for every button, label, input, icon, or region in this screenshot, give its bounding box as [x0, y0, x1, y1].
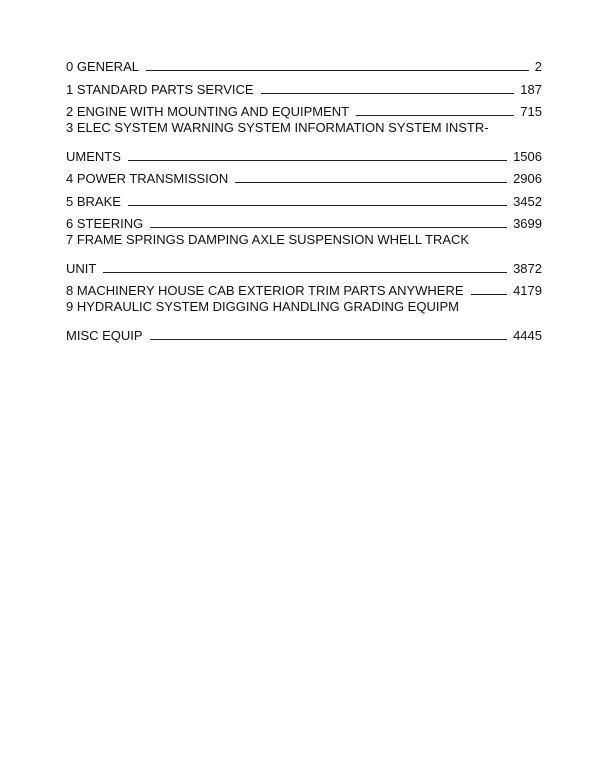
dot-leader [150, 339, 508, 340]
toc-entry-title: 5 BRAKE [66, 193, 121, 209]
dot-leader [146, 70, 529, 71]
dot-leader [471, 294, 508, 295]
toc-entry-title: 6 STEERING [66, 216, 144, 232]
toc-entry-page: 3452 [513, 193, 542, 209]
toc-entry-standard-parts-service[interactable] [66, 75, 542, 97]
toc-entry-title-line1: 9 HYDRAULIC SYSTEM DIGGING HANDLING GRADING EQUIPM [66, 299, 459, 315]
table-of-contents [66, 53, 542, 344]
dot-leader [235, 182, 507, 183]
toc-entry-power-transmission[interactable] [66, 165, 542, 187]
toc-entry-page: 1506 [513, 148, 542, 164]
toc-entry-hydraulic-line1[interactable] [66, 299, 542, 321]
dot-leader [261, 93, 515, 94]
toc-entry-machinery-house[interactable] [66, 277, 542, 299]
dot-leader [128, 160, 507, 161]
toc-entry-page: 2906 [513, 171, 542, 187]
toc-entry-frame-springs-line1[interactable] [66, 232, 542, 254]
toc-entry-hydraulic[interactable] [66, 322, 542, 344]
toc-entry-page: 187 [520, 81, 542, 97]
dot-leader [150, 227, 507, 228]
dot-leader [128, 205, 507, 206]
toc-entry-title: UMENTS [66, 148, 121, 164]
toc-entry-page: 3699 [513, 216, 542, 232]
toc-entry-page: 715 [520, 104, 542, 120]
dot-leader [356, 115, 514, 116]
toc-entry-page: 3872 [513, 260, 542, 276]
toc-entry-brake[interactable] [66, 187, 542, 209]
toc-entry-frame-springs[interactable] [66, 255, 542, 277]
toc-entry-title: UNIT [66, 260, 97, 276]
toc-entry-title-line1: 3 ELEC SYSTEM WARNING SYSTEM INFORMATION SYSTEM INSTR- [66, 120, 489, 136]
toc-entry-title: 0 GENERAL [66, 59, 139, 75]
toc-entry-page: 4445 [513, 328, 542, 344]
toc-entry-title-line1: 7 FRAME SPRINGS DAMPING AXLE SUSPENSION WHELL TRACK [66, 232, 470, 248]
toc-entry-general[interactable] [66, 53, 542, 75]
toc-entry-title: 4 POWER TRANSMISSION [66, 171, 229, 187]
toc-entry-elec-system-line1[interactable] [66, 120, 542, 142]
toc-entry-engine[interactable] [66, 98, 542, 120]
toc-entry-page: 4179 [513, 283, 542, 299]
toc-entry-title: 8 MACHINERY HOUSE CAB EXTERIOR TRIM PARTS ANYWHERE [66, 283, 464, 299]
toc-entry-steering[interactable] [66, 210, 542, 232]
toc-entry-page: 2 [534, 59, 542, 75]
toc-entry-elec-system[interactable] [66, 143, 542, 165]
dot-leader [103, 272, 507, 273]
toc-entry-title: 1 STANDARD PARTS SERVICE [66, 81, 254, 97]
toc-entry-title: MISC EQUIP [66, 328, 143, 344]
toc-entry-title: 2 ENGINE WITH MOUNTING AND EQUIPMENT [66, 104, 350, 120]
